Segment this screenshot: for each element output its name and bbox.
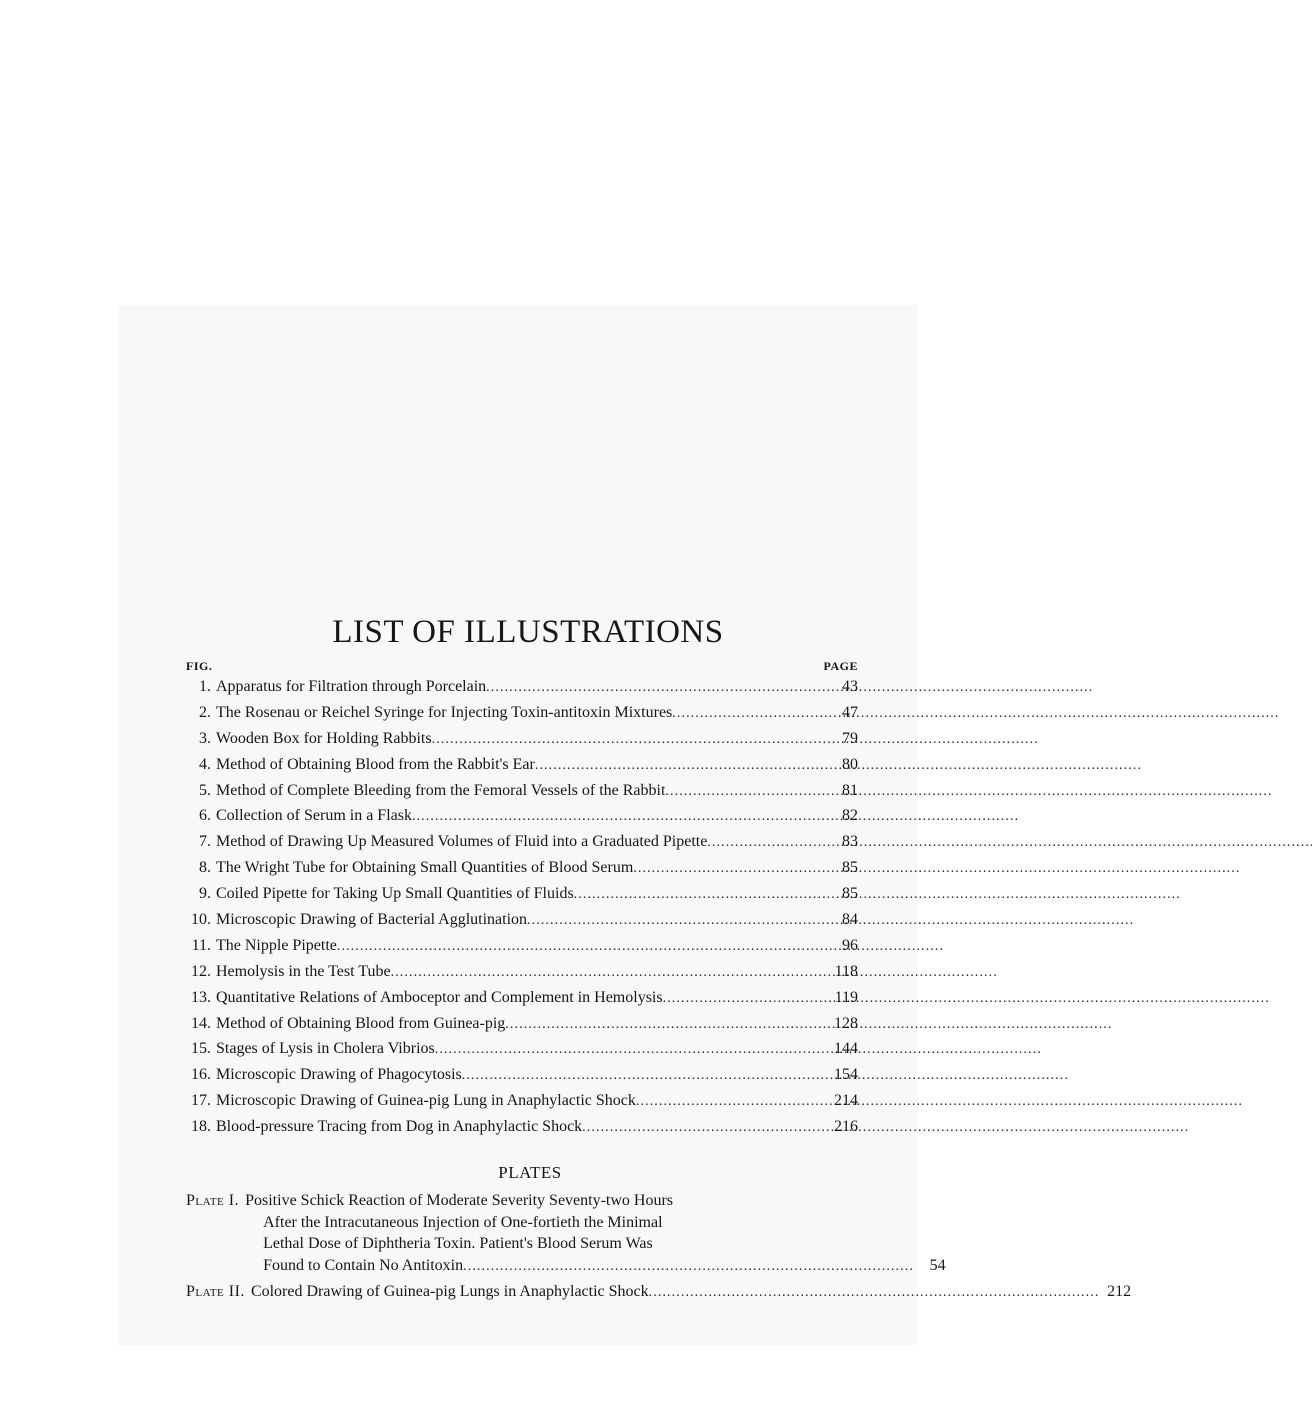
dot-leader [535,753,824,779]
dot-leader [663,986,824,1012]
dot-leader [707,830,824,856]
figure-page-number: 214 [834,1092,858,1110]
figure-number: 16. [191,1066,211,1084]
figure-number: 14. [191,1014,211,1032]
dot-leader [665,779,824,805]
figure-title: Coiled Pipette for Taking Up Small Quantities of Fluids [216,885,574,903]
plate-page-number: 54 [929,1256,946,1274]
dot-leader [432,727,824,753]
plate-entry [186,1190,946,1277]
figure-page-number: 80 [842,755,858,773]
plate-line: Colored Drawing of Guinea-pig Lungs in Anaphylactic Shock . . . 212 [251,1281,1131,1304]
plate-label: Plate II. [186,1283,245,1301]
figure-number: 2. [199,703,211,721]
figure-page-number: 47 [842,703,858,721]
figure-title: Quantitative Relations of Amboceptor and Complement in Hemolysis [216,988,663,1006]
figure-title: Method of Obtaining Blood from the Rabbit's Ear [216,755,535,773]
figure-number: 3. [199,729,211,747]
dot-leader [337,934,824,960]
figure-number: 10. [191,911,211,929]
figure-title: Method of Obtaining Blood from Guinea-pig [216,1014,506,1032]
dot-leader [463,1256,912,1278]
dot-leader [636,1089,824,1115]
figure-entry [186,933,858,959]
figure-page-number: 43 [842,678,858,695]
figure-entry [186,752,858,778]
dot-leader [391,960,824,986]
figure-title: Method of Complete Bleeding from the Femoral Vessels of the Rabbit [216,781,666,799]
figure-entry [186,1088,858,1114]
figure-title: The Nipple Pipette [216,936,337,954]
figure-entry [186,674,858,700]
plate-line: Positive Schick Reaction of Moderate Severity Seventy-two Hours [245,1192,674,1210]
dot-leader [527,908,824,934]
figure-entry [186,1114,858,1140]
figure-page-number: 128 [834,1014,858,1032]
plate-line: After the Intracutaneous Injection of One-fortieth the Minimal [263,1213,663,1231]
figure-title: Wooden Box for Holding Rabbits [216,729,432,747]
figure-title: Hemolysis in the Test Tube [216,962,391,980]
figure-title: Stages of Lysis in Cholera Vibrios [216,1040,435,1058]
figure-number: 13. [191,988,211,1006]
figure-entry [186,1036,858,1062]
plate-page-number: 212 [1107,1283,1132,1301]
figure-entry [186,1011,858,1037]
plate-list [186,1190,1132,1304]
figure-page-number: 96 [842,936,858,954]
figure-entry [186,907,858,933]
figure-page-number: 154 [834,1066,858,1084]
figure-number: 8. [199,859,211,877]
figure-title: Collection of Serum in a Flask [216,807,412,825]
figure-title: Blood-pressure Tracing from Dog in Anaphylactic Shock [216,1118,583,1136]
figure-list [186,674,858,1140]
dot-leader [633,856,824,882]
column-headers [186,658,858,674]
dot-leader [505,1012,824,1038]
figure-entry [186,778,858,804]
figure-page-number: 118 [834,962,858,980]
plate-description [251,1281,1131,1304]
figure-entry [186,700,858,726]
figure-page-number: 79 [842,729,858,747]
dot-leader [435,1037,824,1063]
figure-page-number: 85 [842,859,858,877]
figure-entry [186,959,858,985]
dot-leader [574,882,824,908]
figure-page-number: 82 [842,807,858,825]
page-title: LIST OF ILLUSTRATIONS [332,614,724,650]
figure-number: 7. [199,833,211,851]
dot-leader [649,1282,1098,1304]
figure-page-number: 84 [842,911,858,929]
figure-entry [186,985,858,1011]
figure-number: 11. [191,936,211,954]
figure-entry [186,855,858,881]
figure-title: The Rosenau or Reichel Syringe for Injecting Toxin-antitoxin Mixtures [216,703,673,721]
plate-line: Lethal Dose of Diphtheria Toxin. Patient's Blood Serum Was [263,1235,653,1253]
dot-leader [412,804,824,830]
figure-number: 18. [191,1118,211,1136]
dot-leader [462,1063,824,1089]
figure-number: 15. [191,1040,211,1058]
dot-leader [582,1115,824,1141]
figure-entry [186,803,858,829]
figure-number: 9. [199,885,211,903]
figure-title: The Wright Tube for Obtaining Small Quantities of Blood Serum [216,859,634,877]
figure-title: Method of Drawing Up Measured Volumes of Fluid into a Graduated Pipette [216,833,708,851]
figure-page-number: 216 [834,1118,858,1136]
fig-column-header: FIG. [186,659,213,673]
plates-heading: PLATES [498,1163,562,1183]
plate-entry [186,1281,1132,1304]
figure-number: 6. [199,807,211,825]
figure-number: 12. [191,962,211,980]
dot-leader [672,701,824,727]
figure-number: 4. [199,755,211,773]
figure-page-number: 83 [842,833,858,851]
plate-line: Found to Contain No Antitoxin . . . 54 [245,1255,946,1278]
figure-title: Microscopic Drawing of Phagocytosis [216,1066,462,1084]
plate-description [245,1190,946,1277]
page-column-header: PAGE [823,659,858,673]
figure-entry [186,726,858,752]
figure-entry [186,881,858,907]
figure-page-number: 81 [842,781,858,799]
figure-page-number: 119 [834,988,858,1006]
figure-page-number: 85 [842,885,858,903]
figure-title: Microscopic Drawing of Bacterial Agglutination [216,911,528,929]
figure-number: 17. [191,1092,211,1110]
figure-entry [186,829,858,855]
list-of-illustrations [186,612,1132,1304]
figure-number: 5. [199,781,211,799]
figure-number: 1. [199,678,211,695]
figure-page-number: 144 [834,1040,858,1058]
figure-title: Apparatus for Filtration through Porcelain [216,678,487,695]
figure-title: Microscopic Drawing of Guinea-pig Lung in Anaphylactic Shock [216,1092,636,1110]
figure-entry [186,1062,858,1088]
dot-leader [486,675,824,701]
plate-label: Plate I. [186,1192,240,1210]
